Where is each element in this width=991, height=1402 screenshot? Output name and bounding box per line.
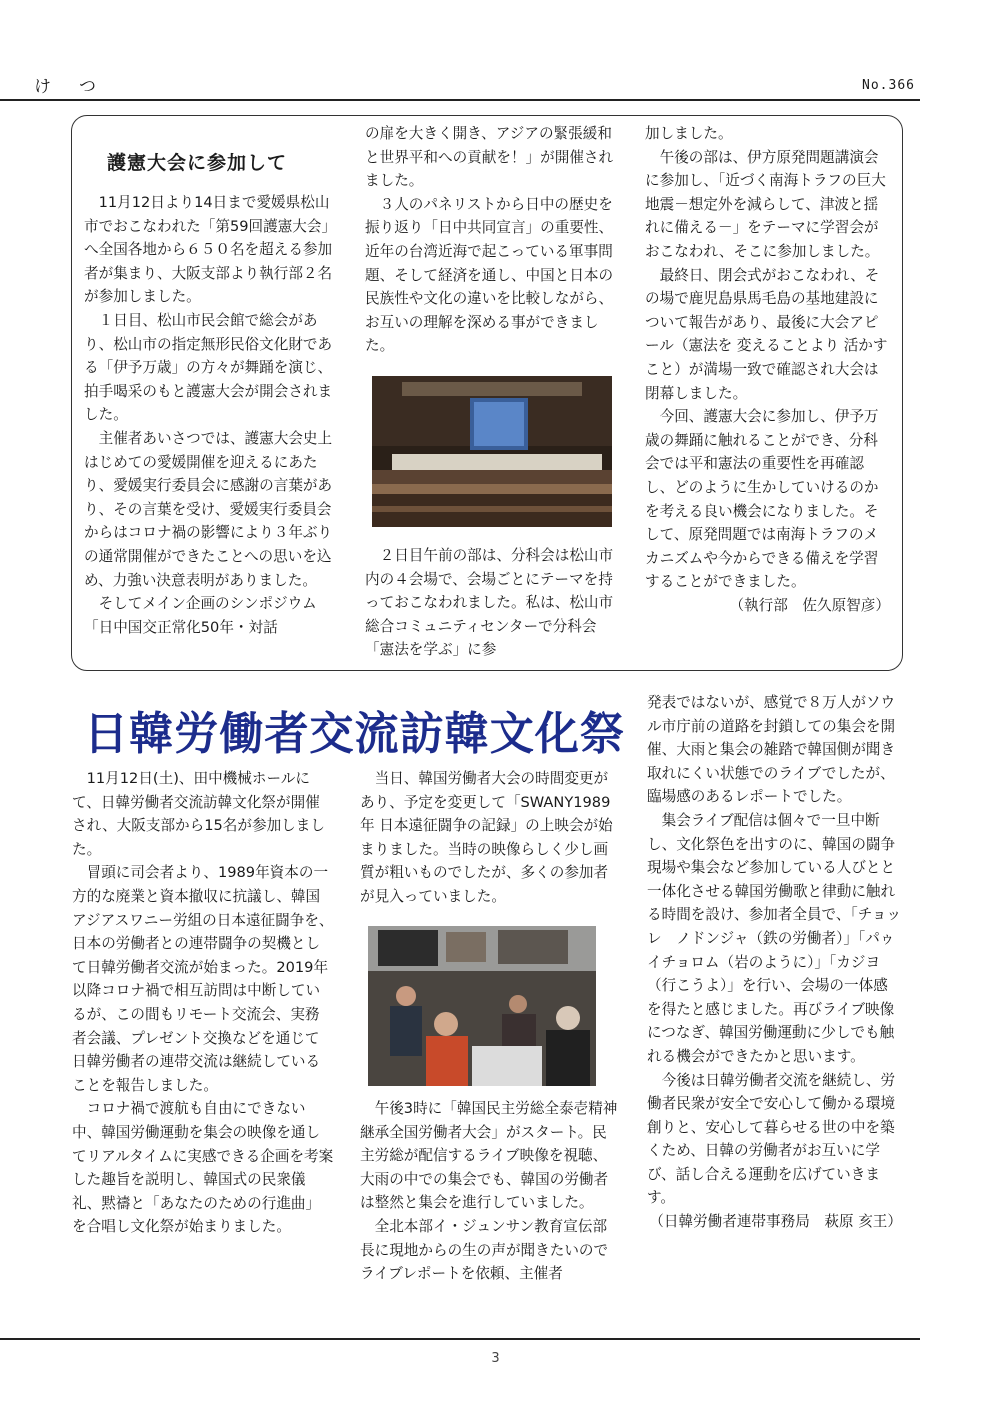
paragraph: 午後の部は、伊方原発問題講演会に参加し、「近づく南海トラフの巨大地震－想定外を減らして、津波と揺れに備える－」をテーマに学習会がおこなわれ、そこに参加しました。 xyxy=(645,148,886,260)
author-signature: （執行部 佐久原智彦） xyxy=(729,596,890,614)
article-column-3 xyxy=(645,122,890,617)
paragraph: 午後3時に「韓国民主労総全泰壱精神継承全国労働者大会」がスタート。民主労総が配信するライブ映像を視聴、大雨の中での集会でも、韓国の労働者は整然と集会を進行していました。 xyxy=(360,1100,618,1212)
article-title: 護憲大会に参加して xyxy=(107,152,288,174)
paragraph: 全北本部イ・ジュンサン教育宣伝部長に現地からの生の声が聞きたいのでライブレポートを依頼、主催者 xyxy=(360,1217,609,1283)
newsletter-name: けつ xyxy=(34,77,124,97)
paragraph: ２日目午前の部は、分科会は松山市内の４会場で、会場ごとにテーマを持っておこなわれました。私は、松山市総合コミュニティセンターで分科会「憲法を学ぶ」に参 xyxy=(365,547,614,659)
paragraph: 今回、護憲大会に参加し、伊予万歳の舞踊に触れることができ、分科会では平和憲法の重要性を再確認し、どのように生かしていけるのかを考える良い機会になりました。そして、原発問題では南海トラフのメカニズムや今からできる備えを学習することができました。 xyxy=(645,408,879,591)
article-headline: 日韓労働者交流訪韓文化祭 xyxy=(84,707,625,760)
paragraph: そしてメイン企画のシンポジウム「日中国交正常化50年・対話 xyxy=(84,595,317,636)
paragraph: 加しました。 xyxy=(645,125,733,142)
paragraph: 主催者あいさつでは、護憲大会史上はじめての愛媛開催を迎えるにあたり、愛媛実行委員会に感謝の言葉があり、その言葉を受け、愛媛実行委員会からはコロナ禍の影響により３年ぶりの通常開催ができたことへの思いを込め、力強い決意表明がありました。 xyxy=(84,429,333,589)
header-divider xyxy=(0,99,920,101)
paragraph: 11月12日(土)、田中機械ホールにて、日韓労働者交流訪韓文化祭が開催され、大阪支部から15名が参加しました。 xyxy=(72,770,325,858)
issue-number: No.366 xyxy=(862,78,915,93)
paragraph: １日目、松山市民会館で総会があり、松山市の指定無形民俗文化財である「伊予万歳」の方々が舞踊を演じ、拍手喝采のもと護憲大会が開会されました。 xyxy=(84,311,333,424)
article-column-1 xyxy=(84,191,334,639)
paragraph: 冒頭に司会者より、1989年資本の一方的な廃業と資本撤収に抗議し、韓国アジアスワニー労組の日本遠征闘争を、日本の労働者との連帯闘争の契機として日韓労働者交流が始まった。2019年以降コロナ禍で相互訪問は中断しているが、この間もリモート交流会、実務者会議、プレゼント交換などを通じて日韓労働者の連帯交流は継続していることを報告しました。 xyxy=(72,864,334,1094)
paragraph: 発表ではないが、感覚で８万人がソウル市庁前の道路を封鎖しての集会を開催、大雨と集会の雑踏で韓国側が聞き取れにくい状態でのライブでしたが、臨場感のあるレポートでした。 xyxy=(647,694,896,806)
paragraph: 今後は日韓労働者交流を継続し、労働者民衆が安全で安心して働かる環境創りと、安心して暮らせる世の中を築くため、日韓の労働者がお互いに学び、話し合える運動を広げていきます。 xyxy=(647,1071,896,1207)
paragraph: コロナ禍で渡航も自由にできない中、韓国労働運動を集会の映像を通してリアルタイムに実感できる企画を考案した趣旨を説明し、韓国式の民衆儀礼、黙禱と「あなたのための行進曲」を合唱し文化祭が始まりました。 xyxy=(72,1100,334,1236)
article2-column-3 xyxy=(647,691,902,1234)
article2-column-2 xyxy=(360,767,618,909)
meeting-room-photo xyxy=(368,926,596,1086)
author-signature: （日韓労働者連帯事務局 萩原 亥王） xyxy=(649,1213,902,1231)
article-column-2 xyxy=(365,122,615,358)
paragraph: 最終日、閉会式がおこなわれ、その場で鹿児島県馬毛島の基地建設について報告があり、最後に大会アピール（憲法を 変えることより 活かすこと）が満場一致で確認され大会は閉幕しました。 xyxy=(645,266,888,402)
article2-column-1 xyxy=(72,767,334,1239)
footer-divider xyxy=(0,1338,920,1340)
paragraph: の扉を大きく開き、アジアの緊張緩和と世界平和への貢献を！」が開催されました。 xyxy=(365,125,614,190)
page-number: 3 xyxy=(491,1351,500,1366)
paragraph: 当日、韓国労働者大会の時間変更があり、予定を変更して「SWANY1989年 日本遠征闘争の記録」の上映会が始まりました。当時の映像らしく少し画質が粗いものでしたが、多くの参加者が見入っていました。 xyxy=(360,770,613,905)
paragraph: ３人のパネリストから日中の歴史を振り返り「日中共同宣言」の重要性、近年の台湾近海で起こっている軍事問題、そして経済を通し、中国と日本の民族性や文化の違いを比較しながら、お互いの理解を深める事ができました。 xyxy=(365,195,614,355)
paragraph: 集会ライブ配信は個々で一旦中断し、文化祭色を出すのに、韓国の闘争現場や集会など参加している人びとと一体化させる韓国労働歌と律動に触れる時間を設け、参加者全員で、「チョッレ ノドンジャ（鉄の労働者）」「パゥイチョロム（岩のように）」「カジヨ（行こうよ）」を行い、会場の一体感を得たと感じました。再びライブ映像につなぎ、韓国労働運動に少しでも触れる機会ができたかと思います。 xyxy=(647,811,902,1065)
article2-column-2-lower xyxy=(360,1097,618,1286)
conference-hall-photo xyxy=(372,376,612,527)
paragraph: 11月12日より14日まで愛媛県松山市でおこなわれた「第59回護憲大会」へ全国各地から６５０名を超える参加者が集まり、大阪支部より執行部２名が参加しました。 xyxy=(84,194,333,306)
article-column-2-lower xyxy=(365,544,615,662)
